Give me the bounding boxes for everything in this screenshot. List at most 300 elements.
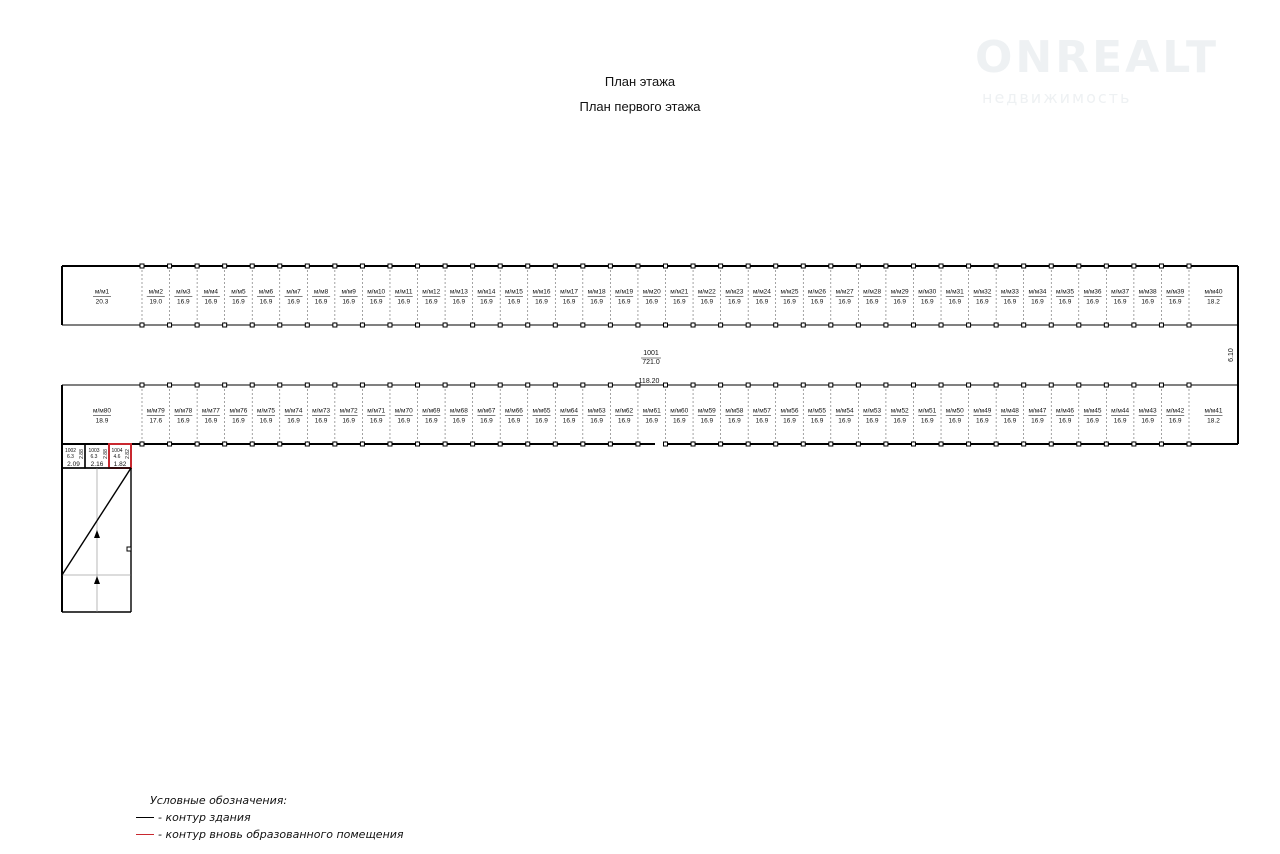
top-space-area: 16.9: [177, 298, 190, 306]
column-marker: [691, 264, 695, 268]
column-marker: [1159, 383, 1163, 387]
top-space-area: 16.9: [617, 298, 631, 306]
column-marker: [1132, 383, 1136, 387]
bottom-space-area: 16.9: [755, 417, 769, 425]
column-marker: [1077, 442, 1081, 446]
bottom-space-label: м/м49: [973, 407, 992, 415]
column-marker: [774, 442, 778, 446]
bottom-space-label: м/м46: [1056, 407, 1075, 415]
small-room-dimension: 1.82: [113, 461, 127, 468]
column-marker: [746, 323, 750, 327]
column-marker: [223, 383, 227, 387]
top-space-area: 20.3: [95, 298, 109, 306]
top-space-label: м/м27: [835, 288, 854, 296]
column-marker: [333, 264, 337, 268]
column-marker: [967, 383, 971, 387]
column-marker: [746, 264, 750, 268]
column-marker: [416, 383, 420, 387]
column-marker: [1159, 323, 1163, 327]
small-room-label: 1002: [64, 448, 77, 454]
column-marker: [278, 323, 282, 327]
column-marker: [305, 264, 309, 268]
top-space-area: 16.9: [369, 298, 383, 306]
column-marker: [636, 442, 640, 446]
column-marker: [1132, 323, 1136, 327]
top-space-area: 16.9: [424, 298, 438, 306]
top-space-area: 16.9: [590, 298, 603, 306]
column-marker: [774, 323, 778, 327]
legend-title: Условные обозначения:: [150, 794, 288, 807]
column-marker: [581, 442, 585, 446]
column-marker: [801, 323, 805, 327]
small-room-label: 1004: [111, 448, 123, 454]
top-space-area: 16.9: [535, 298, 548, 306]
column-marker: [664, 442, 668, 446]
column-marker: [967, 442, 971, 446]
bottom-space-label: м/м78: [174, 407, 193, 415]
column-marker: [856, 264, 860, 268]
watermark-brand: ONREALT: [975, 32, 1219, 83]
bottom-space-area: 16.9: [617, 417, 631, 425]
column-marker: [1159, 264, 1163, 268]
column-marker: [608, 264, 612, 268]
bottom-space-label: м/м55: [808, 407, 827, 415]
bottom-space-area: 16.9: [1141, 417, 1154, 425]
bottom-space-area: 16.9: [204, 417, 218, 425]
top-space-label: м/м20: [642, 288, 661, 296]
bottom-space-label: м/м44: [1111, 407, 1130, 415]
bottom-space-area: 16.9: [590, 417, 603, 425]
small-room-side: 2.88: [103, 449, 109, 459]
column-marker: [168, 442, 172, 446]
bottom-space-label: м/м69: [422, 407, 441, 415]
column-marker: [608, 323, 612, 327]
top-space-area: 16.9: [1168, 298, 1182, 306]
legend-item-building: [150, 809, 404, 826]
column-marker: [250, 442, 254, 446]
bottom-space-label: м/м64: [560, 407, 579, 415]
column-marker: [1132, 442, 1136, 446]
small-room-area: 6.3: [67, 454, 74, 460]
top-space-label: м/м40: [1204, 288, 1223, 296]
bottom-space-label: м/м56: [780, 407, 799, 415]
column-marker: [333, 442, 337, 446]
bottom-space-area: 16.9: [1058, 417, 1072, 425]
legend: [150, 792, 404, 843]
column-marker: [443, 383, 447, 387]
column-marker: [1022, 264, 1026, 268]
bottom-space-label: м/м62: [615, 407, 634, 415]
column-marker: [719, 323, 723, 327]
small-room-side: 2.88: [79, 449, 85, 459]
top-space-label: м/м38: [1138, 288, 1157, 296]
top-space-label: м/м9: [341, 288, 356, 296]
top-space-area: 16.9: [1058, 298, 1072, 306]
corridor-label: 1001: [643, 350, 659, 357]
top-space-area: 16.9: [397, 298, 411, 306]
column-marker: [691, 442, 695, 446]
bottom-space-area: 16.9: [397, 417, 411, 425]
column-marker: [664, 323, 668, 327]
column-marker: [856, 383, 860, 387]
column-marker: [333, 383, 337, 387]
bottom-space-area: 16.9: [976, 417, 989, 425]
column-marker: [471, 383, 475, 387]
top-space-label: м/м15: [504, 288, 523, 296]
bottom-space-area: 16.9: [865, 417, 879, 425]
top-space-area: 16.9: [480, 298, 493, 306]
bottom-space-area: 16.9: [810, 417, 824, 425]
column-marker: [636, 323, 640, 327]
top-space-label: м/м17: [560, 288, 579, 296]
top-space-area: 16.9: [342, 298, 355, 306]
bottom-space-area: 16.9: [1031, 417, 1044, 425]
column-marker: [1187, 323, 1191, 327]
column-marker: [443, 442, 447, 446]
bottom-space-area: 16.9: [535, 417, 548, 425]
column-marker: [360, 264, 364, 268]
column-marker: [1104, 442, 1108, 446]
column-marker: [360, 383, 364, 387]
column-marker: [829, 442, 833, 446]
column-marker: [553, 383, 557, 387]
top-space-label: м/м18: [587, 288, 606, 296]
top-space-label: м/м33: [1000, 288, 1019, 296]
column-marker: [1159, 442, 1163, 446]
column-marker: [1187, 442, 1191, 446]
column-marker: [388, 442, 392, 446]
top-space-label: м/м25: [780, 288, 799, 296]
top-space-label: м/м1: [94, 288, 110, 296]
bottom-space-area: 16.9: [672, 417, 686, 425]
top-space-area: 16.9: [562, 298, 576, 306]
legend-item-text: - контур здания: [158, 811, 251, 824]
column-marker: [360, 323, 364, 327]
bottom-space-label: м/м68: [449, 407, 468, 415]
top-space-label: м/м5: [231, 288, 246, 296]
column-marker: [608, 442, 612, 446]
legend-line-red: [136, 834, 154, 835]
corridor-area: 721.0: [642, 359, 660, 366]
top-space-label: м/м28: [863, 288, 882, 296]
column-marker: [801, 442, 805, 446]
column-marker: [801, 383, 805, 387]
bottom-space-label: м/м50: [945, 407, 964, 415]
bottom-space-area: 16.9: [342, 417, 355, 425]
small-room-dimension: 2.16: [90, 461, 104, 468]
top-space-label: м/м19: [615, 288, 634, 296]
column-marker: [278, 383, 282, 387]
top-space-label: м/м16: [532, 288, 551, 296]
top-space-area: 18.2: [1207, 298, 1220, 306]
column-marker: [829, 264, 833, 268]
top-space-label: м/м37: [1111, 288, 1130, 296]
top-space-area: 19.0: [149, 298, 163, 306]
bottom-space-area: 16.9: [893, 417, 907, 425]
bottom-space-area: 16.9: [232, 417, 245, 425]
bottom-space-label: м/м54: [835, 407, 854, 415]
bottom-space-area: 16.9: [452, 417, 466, 425]
bottom-space-label: м/м63: [587, 407, 606, 415]
bottom-space-label: м/м42: [1166, 407, 1185, 415]
column-marker: [1049, 383, 1053, 387]
top-space-label: м/м2: [148, 288, 163, 296]
column-marker: [581, 323, 585, 327]
column-marker: [829, 383, 833, 387]
column-marker: [388, 323, 392, 327]
page-title: План этажа: [604, 74, 676, 89]
column-marker: [664, 264, 668, 268]
column-marker: [967, 323, 971, 327]
bottom-space-area: 16.9: [1113, 417, 1127, 425]
column-marker: [250, 323, 254, 327]
column-marker: [608, 383, 612, 387]
column-marker: [1104, 264, 1108, 268]
column-marker: [1077, 264, 1081, 268]
column-marker: [636, 264, 640, 268]
ramp-arrow-icon: [94, 576, 100, 584]
column-marker: [911, 264, 915, 268]
column-marker: [553, 264, 557, 268]
bottom-space-area: 16.9: [700, 417, 714, 425]
top-space-label: м/м36: [1083, 288, 1102, 296]
legend-line-black: [136, 817, 154, 818]
column-marker: [1022, 383, 1026, 387]
bottom-space-label: м/м65: [532, 407, 551, 415]
column-marker: [1022, 323, 1026, 327]
column-marker: [994, 264, 998, 268]
column-marker: [168, 383, 172, 387]
bottom-space-label: м/м72: [339, 407, 358, 415]
column-marker: [939, 442, 943, 446]
top-space-area: 16.9: [920, 298, 934, 306]
column-marker: [388, 383, 392, 387]
column-marker: [774, 264, 778, 268]
column-marker: [140, 383, 144, 387]
top-space-label: м/м34: [1028, 288, 1047, 296]
column-marker: [829, 323, 833, 327]
column-marker: [416, 264, 420, 268]
column-marker: [250, 264, 254, 268]
bottom-space-area: 16.9: [314, 417, 328, 425]
legend-item-text: - контур вновь образованного помещения: [158, 828, 404, 841]
top-space-area: 16.9: [645, 298, 659, 306]
column-marker: [1104, 323, 1108, 327]
bottom-space-area: 16.9: [287, 417, 300, 425]
column-marker: [746, 383, 750, 387]
column-marker: [1187, 264, 1191, 268]
bottom-space-label: м/м48: [1000, 407, 1019, 415]
column-marker: [305, 323, 309, 327]
column-marker: [719, 442, 723, 446]
column-marker: [526, 323, 530, 327]
column-marker: [498, 383, 502, 387]
column-marker: [994, 383, 998, 387]
column-marker: [939, 383, 943, 387]
plan-annotations: [62, 348, 1235, 612]
small-room-area: 6.3: [90, 454, 98, 460]
length-dimension: 118.20: [638, 378, 660, 385]
small-room-label: 1003: [88, 448, 100, 454]
bottom-space-label: м/м58: [725, 407, 744, 415]
column-marker: [168, 264, 172, 268]
column-marker: [333, 323, 337, 327]
top-space-label: м/м7: [286, 288, 301, 296]
column-marker: [127, 547, 131, 551]
column-marker: [553, 323, 557, 327]
top-space-label: м/м22: [697, 288, 716, 296]
bottom-space-label: м/м77: [201, 407, 220, 415]
bottom-space-label: м/м70: [394, 407, 413, 415]
top-space-area: 16.9: [672, 298, 686, 306]
column-marker: [719, 264, 723, 268]
column-marker: [416, 442, 420, 446]
column-marker: [994, 442, 998, 446]
column-marker: [278, 264, 282, 268]
top-space-area: 16.9: [259, 298, 273, 306]
column-marker: [140, 442, 144, 446]
ramp-diagonal: [62, 468, 131, 575]
top-space-label: м/м24: [752, 288, 771, 296]
top-space-label: м/м23: [725, 288, 744, 296]
bottom-space-label: м/м74: [284, 407, 303, 415]
column-marker: [443, 323, 447, 327]
top-space-area: 16.9: [1113, 298, 1127, 306]
top-space-label: м/м10: [367, 288, 386, 296]
top-space-label: м/м14: [477, 288, 496, 296]
column-marker: [305, 442, 309, 446]
top-space-label: м/м8: [313, 288, 329, 296]
top-space-area: 16.9: [783, 298, 796, 306]
column-marker: [1077, 323, 1081, 327]
top-space-label: м/м30: [918, 288, 937, 296]
column-marker: [911, 442, 915, 446]
top-space-label: м/м11: [395, 288, 413, 296]
column-marker: [1022, 442, 1026, 446]
ramp-arrow-icon: [94, 530, 100, 538]
top-space-label: м/м35: [1056, 288, 1075, 296]
top-space-area: 16.9: [948, 298, 962, 306]
bottom-space-label: м/м51: [918, 407, 937, 415]
column-marker: [1187, 383, 1191, 387]
top-space-area: 16.9: [728, 298, 741, 306]
top-space-area: 16.9: [314, 298, 328, 306]
column-marker: [250, 383, 254, 387]
column-marker: [1132, 264, 1136, 268]
column-marker: [195, 383, 199, 387]
bottom-space-label: м/м43: [1138, 407, 1157, 415]
top-space-area: 16.9: [810, 298, 824, 306]
top-space-area: 16.9: [452, 298, 466, 306]
bottom-space-label: м/м57: [752, 407, 771, 415]
bottom-space-area: 16.9: [424, 417, 438, 425]
column-marker: [1104, 383, 1108, 387]
bottom-space-label: м/м53: [863, 407, 882, 415]
top-space-area: 16.9: [755, 298, 769, 306]
small-room-side: 2.82: [125, 449, 131, 459]
top-space-area: 16.9: [865, 298, 879, 306]
top-space-area: 16.9: [893, 298, 907, 306]
column-marker: [746, 442, 750, 446]
top-space-area: 16.9: [204, 298, 218, 306]
column-marker: [305, 383, 309, 387]
bottom-space-label: м/м71: [367, 407, 386, 415]
column-marker: [884, 383, 888, 387]
bottom-space-label: м/м59: [697, 407, 716, 415]
top-space-label: м/м31: [945, 288, 964, 296]
column-marker: [884, 264, 888, 268]
bottom-space-label: м/м61: [642, 407, 661, 415]
column-marker: [195, 323, 199, 327]
bottom-space-label: м/м80: [93, 407, 111, 415]
column-marker: [223, 264, 227, 268]
small-room-dimension: 2.09: [67, 461, 80, 468]
bottom-space-area: 16.9: [1086, 417, 1099, 425]
top-space-label: м/м6: [258, 288, 274, 296]
column-marker: [443, 264, 447, 268]
top-space-area: 16.9: [232, 298, 245, 306]
top-space-area: 16.9: [1086, 298, 1099, 306]
column-marker: [388, 264, 392, 268]
bottom-space-label: м/м75: [256, 407, 275, 415]
bottom-space-area: 16.9: [645, 417, 659, 425]
small-room-area: 4.6: [113, 454, 121, 460]
top-space-area: 16.9: [1003, 298, 1017, 306]
top-space-label: м/м26: [808, 288, 827, 296]
bottom-space-label: м/м41: [1204, 407, 1223, 415]
column-marker: [1049, 323, 1053, 327]
bottom-space-label: м/м60: [670, 407, 689, 415]
bottom-space-area: 18.2: [1207, 417, 1220, 425]
column-marker: [498, 264, 502, 268]
top-space-label: м/м4: [203, 288, 219, 296]
column-marker: [774, 383, 778, 387]
legend-item-new-room: [150, 826, 404, 843]
column-marker: [195, 264, 199, 268]
bottom-space-label: м/м67: [477, 407, 496, 415]
column-marker: [140, 264, 144, 268]
top-space-label: м/м32: [973, 288, 992, 296]
column-marker: [168, 323, 172, 327]
column-marker: [856, 323, 860, 327]
bottom-space-area: 16.9: [1003, 417, 1017, 425]
column-marker: [911, 383, 915, 387]
bottom-space-area: 16.9: [920, 417, 934, 425]
top-space-label: м/м39: [1166, 288, 1185, 296]
bottom-space-area: 16.9: [480, 417, 493, 425]
column-marker: [526, 383, 530, 387]
column-marker: [278, 442, 282, 446]
bottom-space-area: 18.9: [95, 417, 109, 425]
column-marker: [498, 323, 502, 327]
top-space-label: м/м13: [449, 288, 468, 296]
top-space-area: 16.9: [700, 298, 714, 306]
top-space-area: 16.9: [1031, 298, 1044, 306]
bottom-space-area: 16.9: [562, 417, 576, 425]
bottom-space-label: м/м76: [229, 407, 248, 415]
bottom-space-area: 17.6: [149, 417, 163, 425]
column-marker: [801, 264, 805, 268]
column-marker: [1049, 264, 1053, 268]
top-space-area: 16.9: [287, 298, 300, 306]
column-marker: [416, 323, 420, 327]
bottom-space-area: 16.9: [369, 417, 383, 425]
column-marker: [691, 383, 695, 387]
bottom-space-area: 16.9: [838, 417, 851, 425]
top-space-area: 16.9: [838, 298, 851, 306]
top-space-label: м/м12: [422, 288, 441, 296]
bottom-space-area: 16.9: [948, 417, 962, 425]
